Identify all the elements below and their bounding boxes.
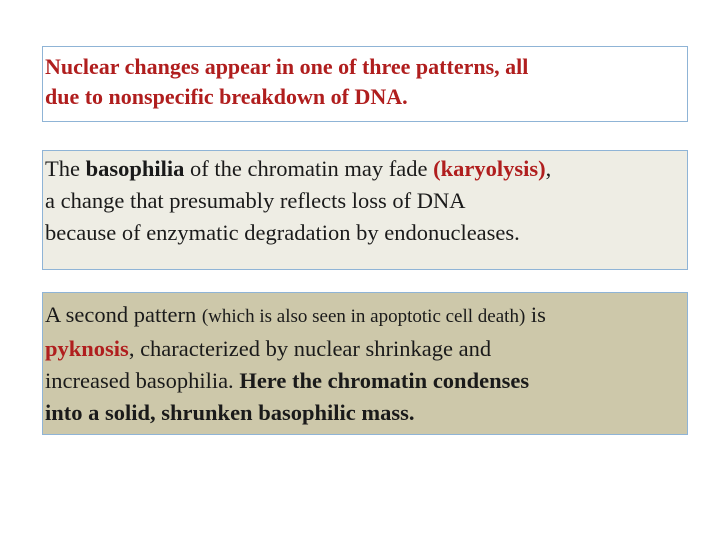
text-segment: A second pattern [45, 302, 202, 327]
text-segment: of the chromatin may fade [184, 156, 434, 181]
karyolysis-line-2: a change that presumably reflects loss of DNA [45, 188, 466, 213]
apoptosis-note: (which is also seen in apoptotic cell death) [201, 306, 526, 327]
pyknosis-line-4: into a solid, shrunken basophilic mass. [45, 400, 415, 425]
pyknosis-term: pyknosis [45, 336, 129, 361]
karyolysis-line-1 [45, 153, 685, 185]
intro-line-2: due to nonspecific breakdown of DNA. [45, 84, 408, 109]
text-segment: , characterized by nuclear shrinkage and [128, 336, 492, 361]
pyknosis-line-2 [45, 333, 685, 365]
text-segment: , [545, 156, 552, 181]
intro-line-1: Nuclear changes appear in one of three patterns, all [45, 54, 529, 79]
basophilia-term: basophilia [85, 156, 185, 181]
karyolysis-term: (karyolysis) [433, 156, 546, 181]
pyknosis-text-box [42, 292, 688, 435]
karyolysis-line-3: because of enzymatic degradation by endonucleases. [45, 220, 520, 245]
intro-text-box [42, 46, 688, 122]
condenses-emphasis: Here the chromatin condenses [239, 368, 530, 393]
text-segment: The [45, 156, 86, 181]
pyknosis-line-1 [45, 299, 685, 333]
text-segment: is [525, 302, 546, 327]
karyolysis-text-box [42, 150, 688, 270]
text-segment: increased basophilia. [45, 368, 240, 393]
pyknosis-line-3 [45, 365, 685, 397]
